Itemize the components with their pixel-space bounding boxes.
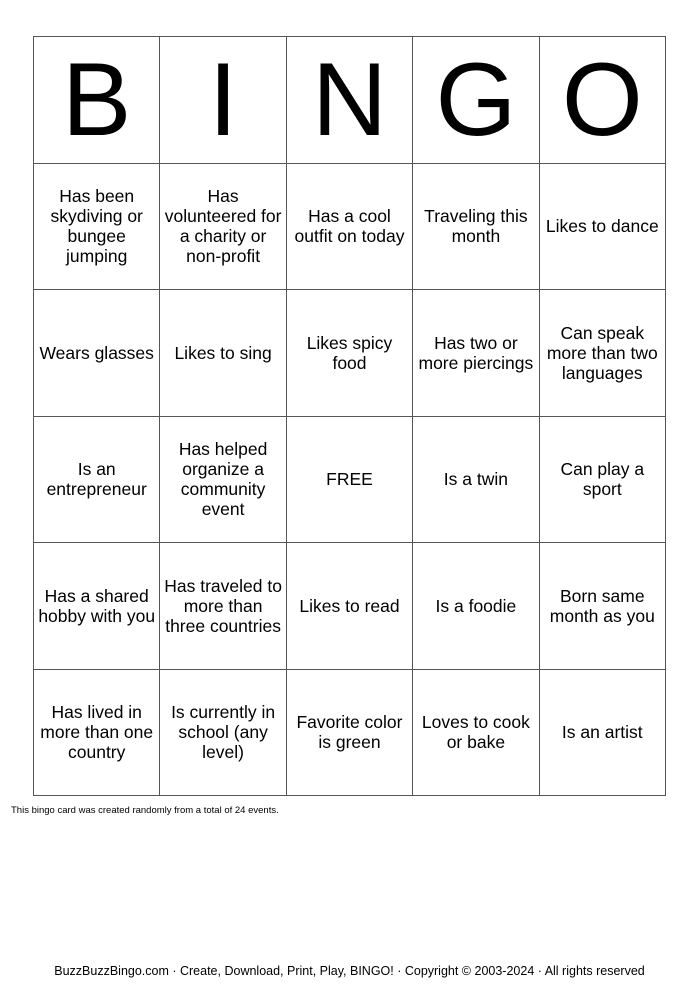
bingo-cell: Has a shared hobby with you bbox=[34, 543, 160, 670]
bingo-cell: Has two or more piercings bbox=[413, 290, 539, 417]
bingo-cell: Has lived in more than one country bbox=[34, 670, 160, 797]
header-letter-n: N bbox=[287, 37, 413, 164]
header-letter-o: O bbox=[540, 37, 666, 164]
bingo-cell: Is an entrepreneur bbox=[34, 417, 160, 544]
bingo-cell: Loves to cook or bake bbox=[413, 670, 539, 797]
bingo-cell: Likes to dance bbox=[540, 164, 666, 291]
bingo-cell: Likes to read bbox=[287, 543, 413, 670]
bingo-cell: Is currently in school (any level) bbox=[160, 670, 286, 797]
generation-note: This bingo card was created randomly from a total of 24 events. bbox=[11, 805, 279, 816]
header-letter-g: G bbox=[413, 37, 539, 164]
bingo-cell: Born same month as you bbox=[540, 543, 666, 670]
bingo-cell: Likes to sing bbox=[160, 290, 286, 417]
bingo-cell: Can speak more than two languages bbox=[540, 290, 666, 417]
bingo-cell: Is a twin bbox=[413, 417, 539, 544]
bingo-cell: Favorite color is green bbox=[287, 670, 413, 797]
bingo-cell: Has a cool outfit on today bbox=[287, 164, 413, 291]
bingo-cell: Is an artist bbox=[540, 670, 666, 797]
free-space-cell: FREE bbox=[287, 417, 413, 544]
bingo-cell: Has traveled to more than three countries bbox=[160, 543, 286, 670]
bingo-cell: Wears glasses bbox=[34, 290, 160, 417]
bingo-cell: Likes spicy food bbox=[287, 290, 413, 417]
header-letter-i: I bbox=[160, 37, 286, 164]
header-letter-b: B bbox=[34, 37, 160, 164]
bingo-cell: Traveling this month bbox=[413, 164, 539, 291]
bingo-card bbox=[33, 36, 666, 796]
bingo-cell: Has been skydiving or bungee jumping bbox=[34, 164, 160, 291]
bingo-cell: Is a foodie bbox=[413, 543, 539, 670]
bingo-cell: Has helped organize a community event bbox=[160, 417, 286, 544]
page-footer: BuzzBuzzBingo.com · Create, Download, Print, Play, BINGO! · Copyright © 2003-2024 · All rights reserved bbox=[54, 964, 645, 978]
bingo-cell: Can play a sport bbox=[540, 417, 666, 544]
bingo-cell: Has volunteered for a charity or non-profit bbox=[160, 164, 286, 291]
